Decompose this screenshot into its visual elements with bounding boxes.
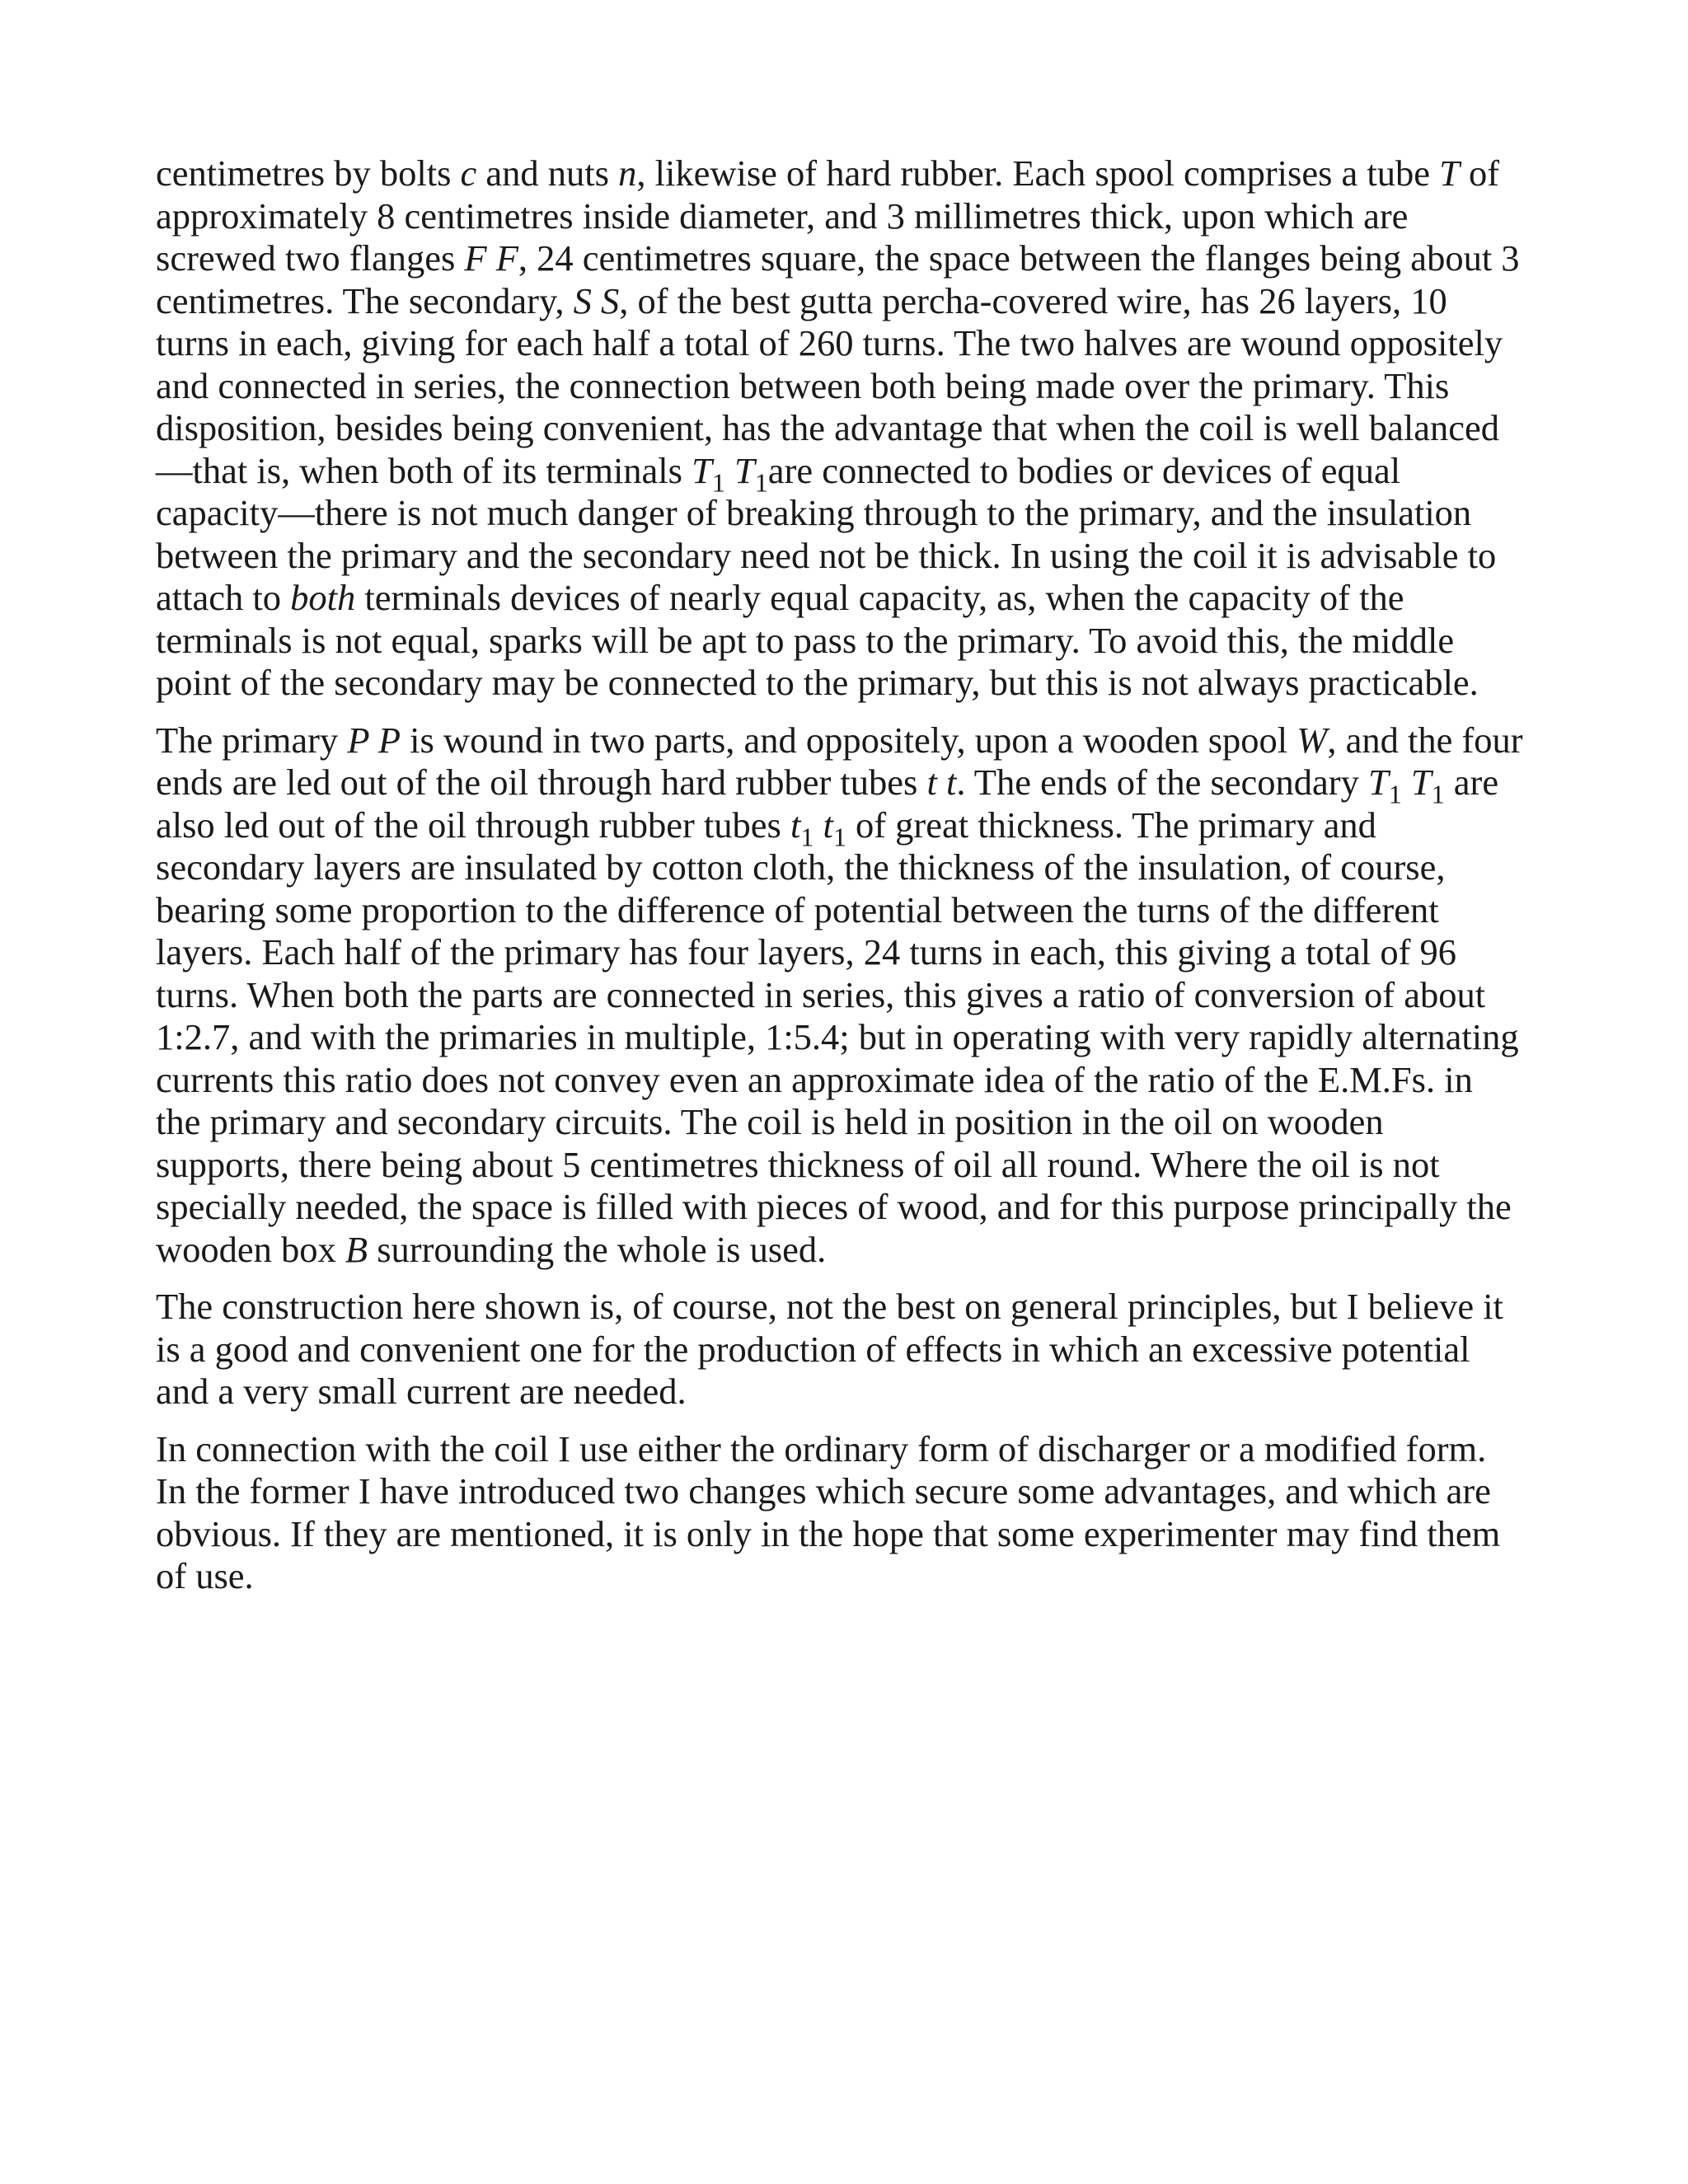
text-run: S S [573, 279, 620, 321]
text-run [1402, 762, 1411, 803]
paragraph-4 [156, 1428, 1524, 1598]
text-run: , and the four ends are led out of the oil through hard rubber tubes [156, 719, 1523, 803]
text-run: are connected to bodies or devices of equal capacity—there is not much danger of breaking through to the primary, and the insulation between the primary and the secondary need not be thick. In using the coil it is advisable to attach to [156, 449, 1497, 618]
text-run: , 24 centimetres square, the space between the flanges being about 3 centimetres. The secondary, [156, 237, 1520, 321]
text-run: , of the best gutta percha-covered wire, has 26 layers, 10 turns in each, giving for each half a total of 260 turns. The two halves are wound oppositely and connected in series, the connection between both being made over the primary. This disposition, besides being convenient, has the advantage that when the coil is well balanced—that is, when both of its terminals [156, 279, 1503, 491]
text-run: t t [926, 762, 957, 803]
text-run: of approximately 8 centimetres inside diameter, and 3 millimetres thick, upon which are screwed two flanges [156, 152, 1500, 279]
paragraph-2 [156, 719, 1524, 1272]
text-run [725, 450, 734, 491]
text-run: T [1368, 762, 1389, 803]
text-run: B [345, 1228, 368, 1270]
text-run: surrounding the whole is used. [368, 1228, 827, 1270]
text-run: 1 [754, 466, 768, 497]
text-run: 1 [1431, 779, 1445, 809]
text-run: The construction here shown is, of course, not the best on general principles, but I believe it is a good and convenient one for the production of effects in which an excessive potential and a very small current are needed. [156, 1286, 1503, 1412]
text-run: 1 [1388, 779, 1402, 809]
text-run: of great thickness. The primary and secondary layers are insulated by cotton cloth, the thickness of the insulation, of course, bearing some proportion to the difference of potential between the turns of the different layers. Each half of the primary has four layers, 24 turns in each, this giving a total of 96 turns. When both the parts are connected in series, this gives a ratio of conversion of about 1:2.7, and with the primaries in multiple, 1:5.4; but in operating with very rapidly alternating currents this ratio does not convey even an approximate idea of the ratio of the E.M.Fs. in the primary and secondary circuits. The coil is held in position in the oil on wooden supports, there being about 5 centimetres thickness of oil all round. Where the oil is not specially needed, the space is filled with pieces of wood, and for this purpose principally the wooden box [156, 804, 1519, 1270]
text-run: 1 [832, 821, 846, 851]
text-run: are also led out of the oil through rubber tubes [156, 762, 1499, 846]
text-run: T [1439, 152, 1460, 194]
text-run: t [790, 804, 801, 846]
text-run: In connection with the coil I use either the ordinary form of discharger or a modified form. In the former I have introduced two changes which secure some advantages, and which are obvious. If they are mentioned, it is only in the hope that some experimenter may find them of use. [156, 1427, 1501, 1596]
paragraph-1 [156, 152, 1524, 705]
text-run: The primary [156, 719, 348, 761]
text-run: T [692, 449, 712, 491]
text-run: . The ends of the secondary [956, 762, 1368, 803]
text-run: both [290, 577, 356, 618]
text-run: P P [347, 719, 401, 761]
text-run: 1 [711, 466, 725, 497]
document-page [156, 152, 1524, 1613]
text-run: T [1410, 762, 1432, 803]
text-run: terminals devices of nearly equal capacity, as, when the capacity of the terminals is not equal, sparks will be apt to pass to the primary. To avoid this, the middle point of the secondary may be connected to the primary, but this is not always practicable. [156, 577, 1479, 703]
text-run: is wound in two parts, and oppositely, upon a wooden spool [401, 719, 1297, 761]
text-run: F F [464, 237, 518, 279]
text-run [814, 804, 823, 846]
text-run: centimetres by bolts [156, 152, 461, 194]
paragraph-3 [156, 1286, 1524, 1413]
text-run: c [460, 152, 477, 194]
text-run: and nuts [476, 152, 619, 194]
text-run: , likewise of hard rubber. Each spool comprises a tube [636, 152, 1440, 194]
text-run: t [823, 804, 833, 846]
text-run: W [1296, 719, 1328, 761]
text-run: 1 [800, 821, 814, 851]
text-run: n [618, 152, 637, 194]
text-run: T [734, 449, 755, 491]
